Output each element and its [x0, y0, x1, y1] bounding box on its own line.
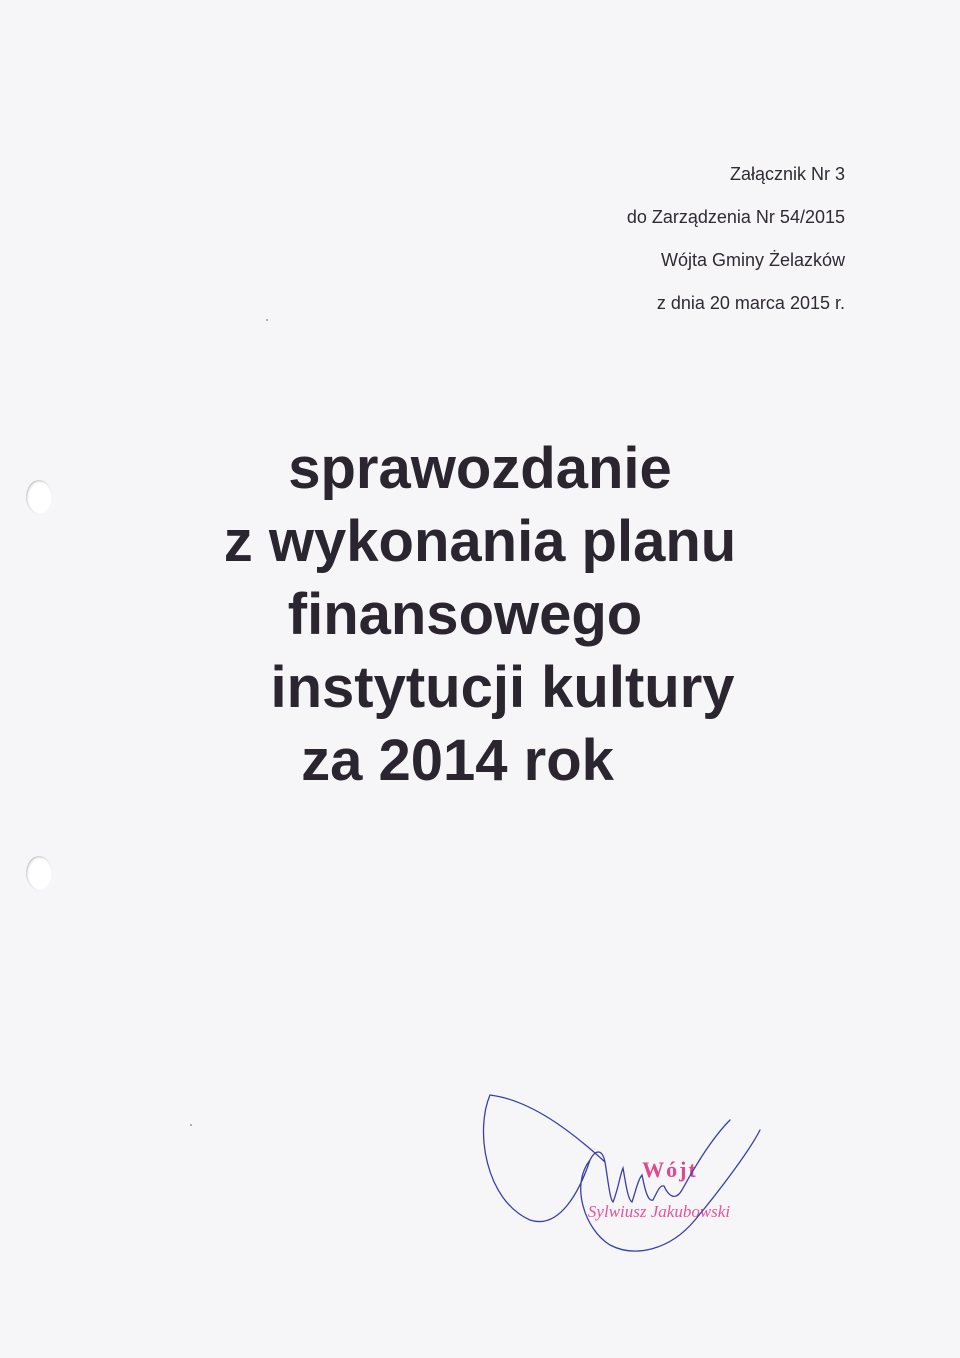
annex-date: z dnia 20 marca 2015 r. — [656, 293, 845, 313]
title-line-2: z wykonania planu — [223, 509, 737, 574]
annex-regulation: do Zarządzenia Nr 54/2015 — [626, 207, 845, 227]
annex-header — [627, 160, 845, 332]
handwritten-signature — [470, 1090, 770, 1270]
title-line-1: sprawozdanie — [288, 436, 672, 501]
stamp-name: Sylwiusz Jakubowski — [587, 1202, 731, 1221]
stamp-title: Wójt — [642, 1157, 698, 1182]
annex-number: Załącznik Nr 3 — [729, 164, 845, 184]
title-line-5: za 2014 rok — [301, 728, 614, 793]
title-line-4: instytucji kultury — [270, 655, 735, 720]
document-title — [0, 432, 960, 797]
scan-speck — [266, 319, 268, 321]
annex-issuer: Wójta Gminy Żelazków — [660, 250, 845, 270]
title-line-3: finansowego — [287, 582, 643, 647]
scan-speck — [190, 1124, 192, 1126]
punch-hole-top — [26, 480, 52, 514]
punch-hole-bottom — [26, 856, 52, 890]
